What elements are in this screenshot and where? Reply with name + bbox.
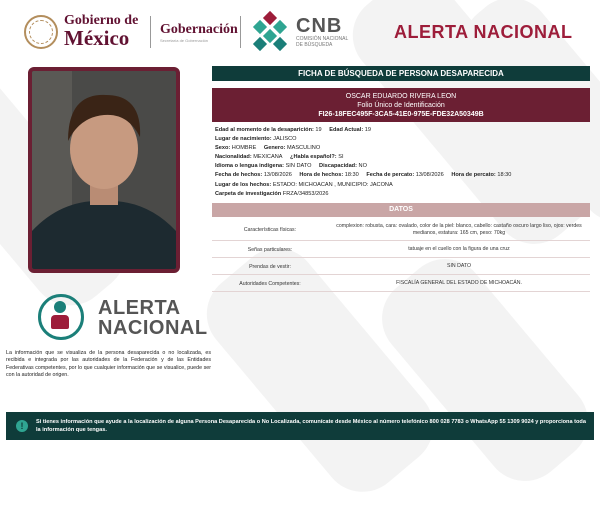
gobernacion-label: Gobernación [160,22,238,37]
datos-title-bar: DATOS [212,203,590,217]
datos-value: tatuaje en el cuello con la figura de una cruz [408,246,510,252]
datos-label: Prendas de vestir: [249,263,291,270]
datos-row [212,220,590,241]
gobernacion-logo [160,22,238,43]
disclaimer-text: La información que se visualiza de la persona desaparecida o no localizada, es recibida e integrada por las autoridades de la Federación y de las Entidades Federativas competentes, por lo que cualquier información que se visualice, puede ser con la autoridad de origen. [6,350,211,379]
person-name: OSCAR EDUARDO RIVERA LEON [345,93,457,100]
info-row: Lugar de nacimiento: JALISCO [215,136,297,143]
cnb-logo [250,12,356,52]
datos-row [212,259,590,275]
info-row: Idioma o lengua indígena: SIN DATO Discapacidad: NO [215,163,367,170]
alerta-nacional-logo-text: ALERTA NACIONAL [98,297,208,339]
info-row: Carpeta de investigación FRZA/34853/2026 [215,190,329,197]
gobernacion-sub-label: Secretaría de Gobernación [160,38,209,43]
datos-value: complexion: robusta, cara: ovalado, color de la piel: blanco, cabello: castaño oscuro largo liso, ojos: verdes medianos, estatura: 165 cm, peso: 70kg [336,223,582,236]
cnb-full-label: COMISIÓN NACIONAL DE BÚSQUEDA [296,36,349,48]
datos-label: Autoridades Competentes: [239,280,301,287]
person-silhouette-icon [32,71,176,269]
datos-row [212,276,590,292]
alert-title: ALERTA NACIONAL [394,22,573,42]
datos-value: SIN DATO [446,263,472,269]
folio-label: Folio Único de Identificación [357,102,445,109]
mexico-label: México [64,26,130,50]
mexico-seal-icon [24,15,58,49]
alert-icon: ! [16,420,28,432]
folio-id: FI26-18FEC495F-3CA5-41E0-975E-FDE32A50349B [318,111,484,118]
gobierno-label: Gobierno de [64,13,139,28]
datos-label: Señas particulares: [247,246,293,253]
divider [240,16,241,48]
person-name-box [212,88,590,122]
person-info [215,126,593,199]
info-row: Lugar de los hechos: ESTADO: MICHOACAN , MUNICIPIO: JACONA [215,181,393,188]
cnb-label: CNB [296,15,343,37]
cnb-emblem-icon [250,12,290,52]
info-row: Nacionalidad: MEXICANA ¿Habla español?: SI [215,154,344,161]
gobierno-de-mexico-logo [24,14,138,49]
contact-footer [6,412,594,440]
ficha-title-bar: FICHA DE BÚSQUEDA DE PERSONA DESAPARECIDA [212,66,590,81]
info-row: Edad al momento de la desaparición: 19 Edad Actual: 19 [215,127,371,133]
missing-person-photo [28,67,180,273]
alerta-nacional-emblem-icon [38,294,88,340]
datos-row [212,242,590,258]
datos-value: FISCALÍA GENERAL DEL ESTADO DE MICHOACÁN. [396,280,522,286]
header [0,0,600,58]
info-row: Fecha de hechos: 13/08/2026 Hora de hechos: 18:30 Fecha de percato: 13/08/2026 Hora de percato: 18:30 [215,172,512,179]
contact-text: Si tienes información que ayude a la localización de alguna Persona Desaparecida o No Localizada, comunícate desde México al número telefónico 800 028 7783 o WhatsApp 55 1309 9024 y proporciona toda la información que tengas. [36,419,586,433]
divider [150,16,151,48]
datos-label: Características físicas: [243,227,297,233]
info-row: Sexo: HOMBRE Genero: MASCULINO [215,145,321,152]
